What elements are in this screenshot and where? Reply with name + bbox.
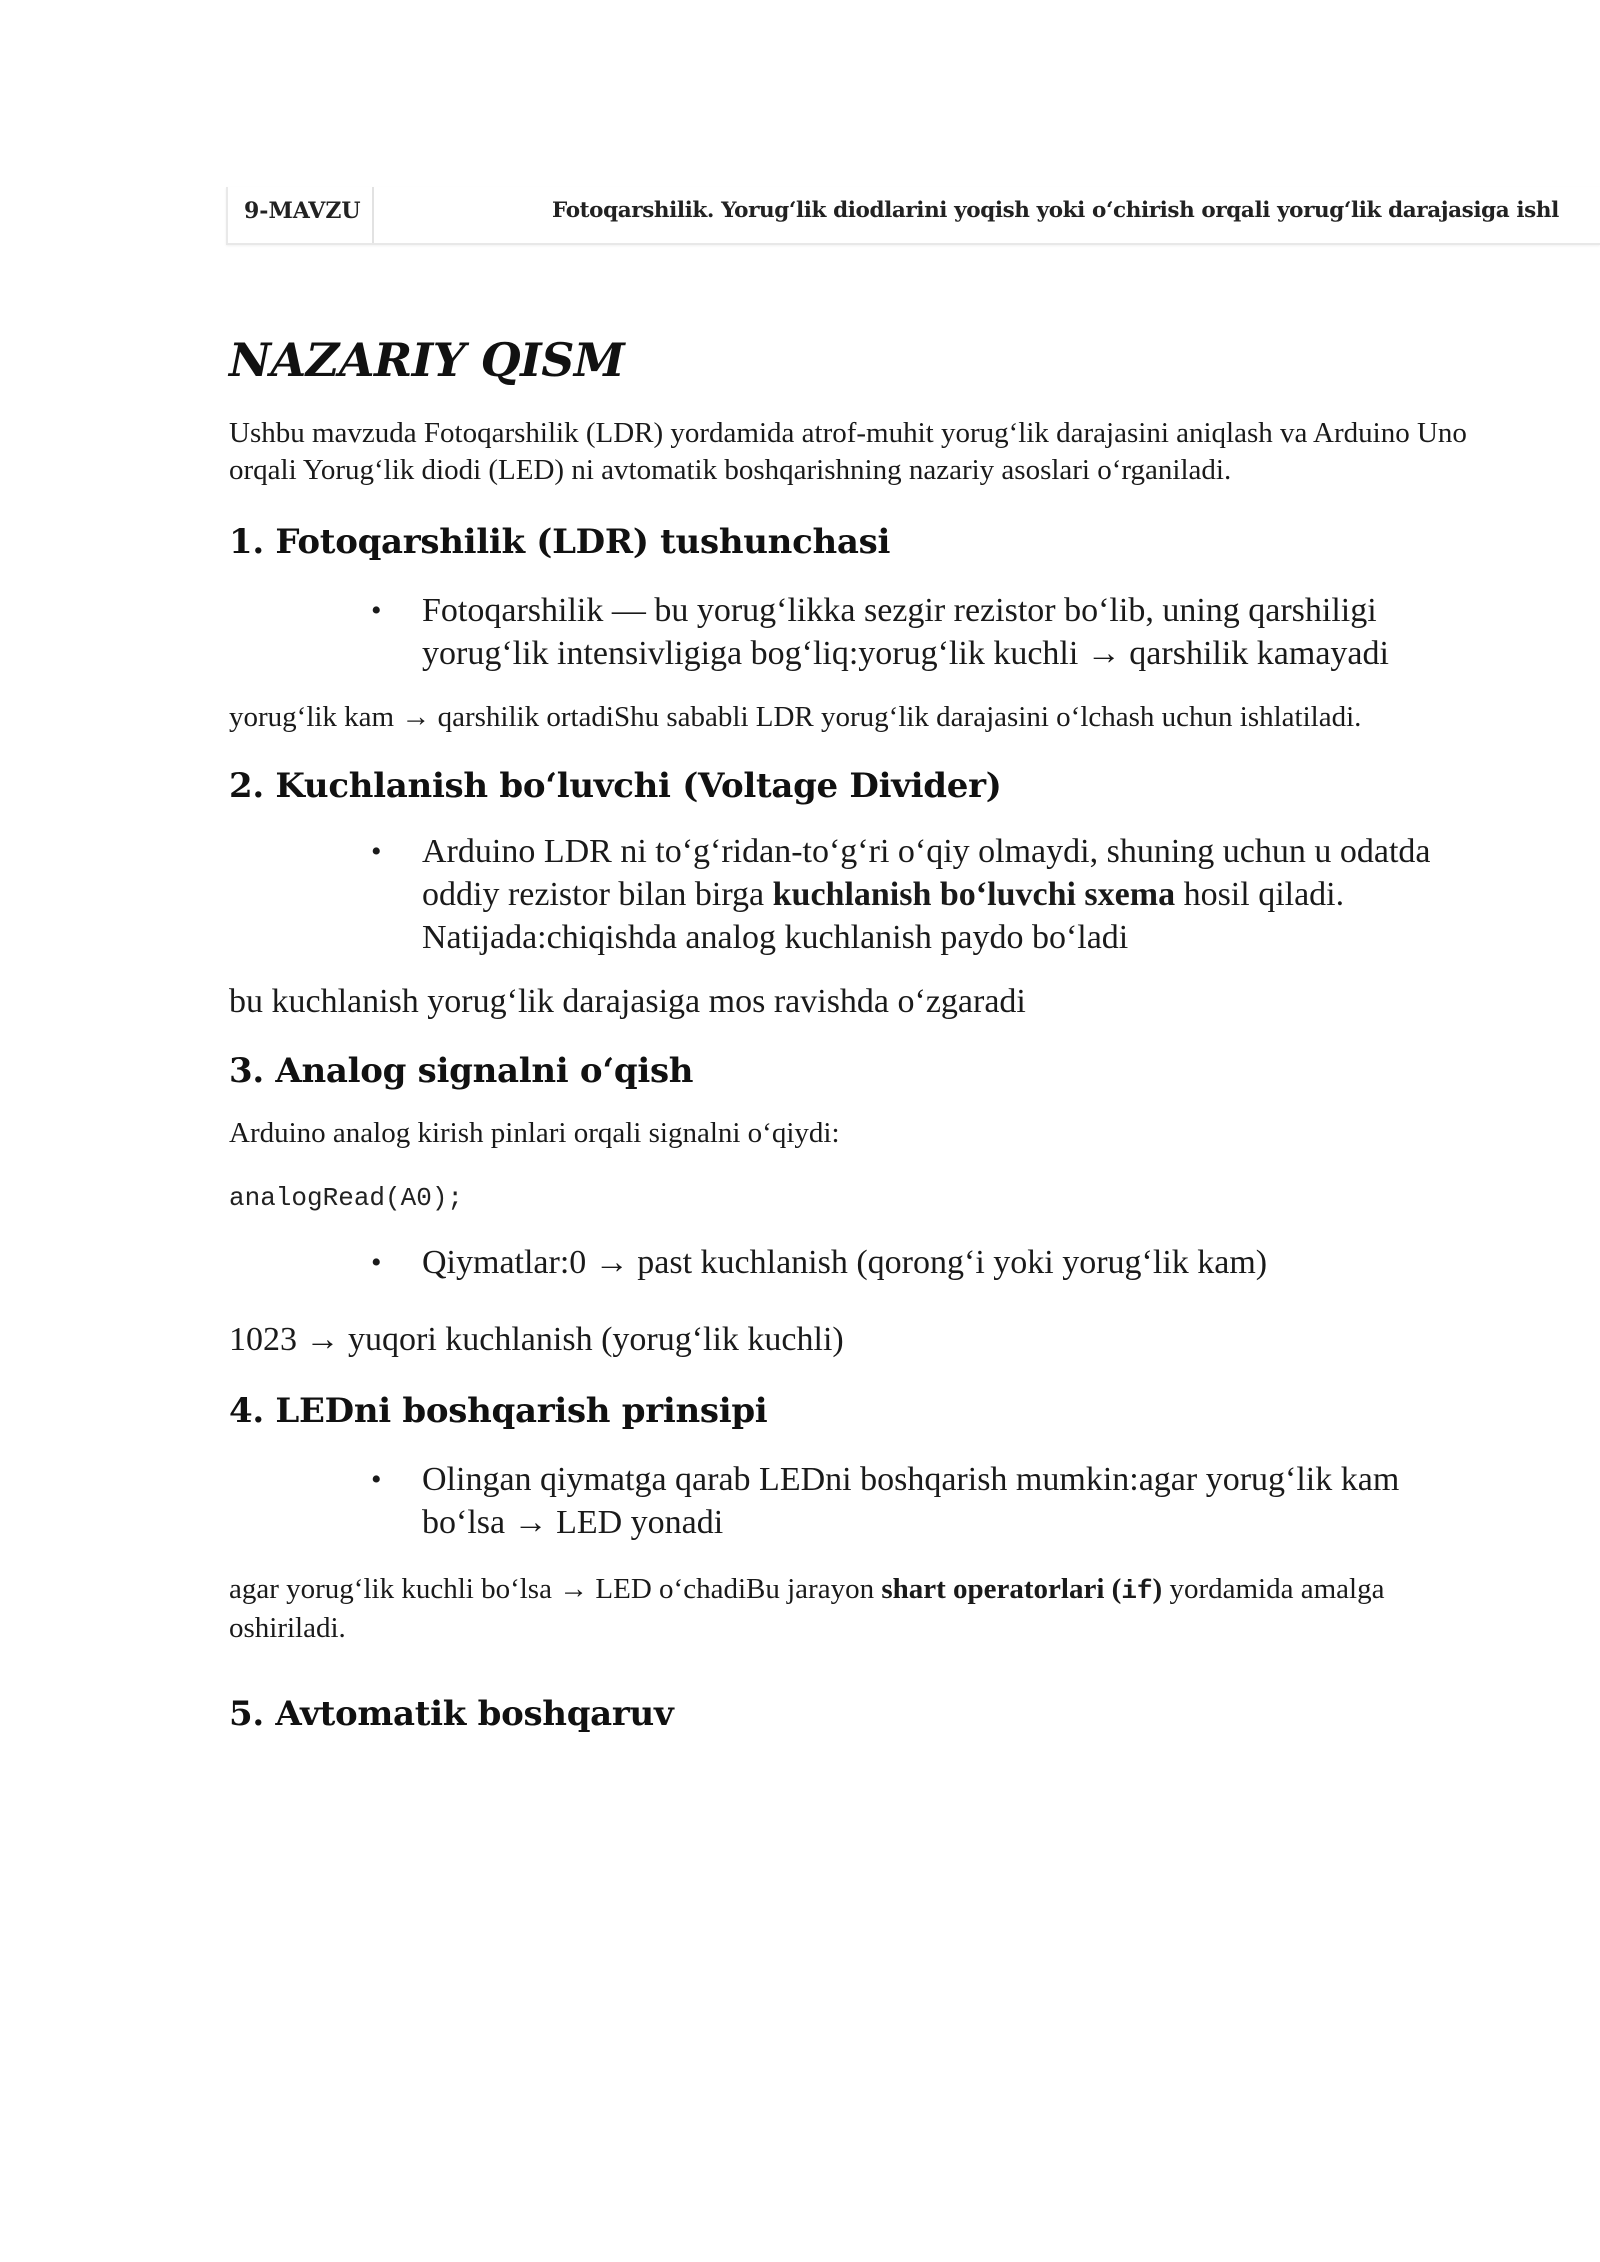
- list-item: [229, 830, 1489, 959]
- topic-title: Fotoqarshilik. Yorug‘lik diodlarini yoqish yoki o‘chirish orqali yorug‘lik darajasiga ishl: [552, 198, 1559, 223]
- paragraph: yorug‘lik kam → qarshilik ortadiShu sababli LDR yorug‘lik darajasini o‘lchash uchun ishlatiladi.: [229, 701, 1362, 733]
- bullet-icon: •: [371, 835, 382, 868]
- paragraph: 1023 → yuqori kuchlanish (yorug‘lik kuchli): [229, 1321, 844, 1358]
- list-item-text: Arduino LDR ni to‘g‘ridan-to‘g‘ri o‘qiy olmaydi, shuning uchun u odatda oddiy rezistor bilan birga: [422, 833, 1431, 913]
- section-heading-analog-signal: 3. Analog signalni o‘qish: [229, 1051, 694, 1091]
- section-heading-automatic-control: 5. Avtomatik boshqaruv: [229, 1694, 674, 1734]
- main-title: NAZARIY QISM: [229, 333, 625, 387]
- list-item: [229, 1241, 1489, 1284]
- bold-term: ): [1152, 1573, 1163, 1605]
- list-item: [229, 589, 1489, 675]
- section-heading-led-control: 4. LEDni boshqarish prinsipi: [229, 1391, 768, 1431]
- bullet-list: [229, 589, 1489, 675]
- bullet-icon: •: [371, 594, 382, 627]
- bullet-list: [229, 830, 1489, 959]
- list-item-text: hosil qiladi. Natijada:chiqishda analog kuchlanish paydo bo‘ladi: [422, 876, 1345, 956]
- bold-term: kuchlanish bo‘luvchi sxema: [772, 876, 1176, 913]
- paragraph: [229, 1571, 1489, 1647]
- bullet-list: [229, 1458, 1489, 1544]
- bullet-icon: •: [371, 1463, 382, 1496]
- bullet-list: [229, 1241, 1489, 1284]
- topic-number-label: 9-MAVZU: [226, 187, 374, 243]
- list-item-text: Qiymatlar:0 → past kuchlanish (qorong‘i yoki yorug‘lik kam): [422, 1244, 1268, 1281]
- paragraph: Arduino analog kirish pinlari orqali signalni o‘qiydi:: [229, 1117, 840, 1149]
- paragraph: bu kuchlanish yorug‘lik darajasiga mos ravishda o‘zgaradi: [229, 983, 1026, 1020]
- bold-term: shart operatorlari (: [881, 1573, 1122, 1605]
- list-item: [229, 1458, 1489, 1544]
- page-header: [226, 187, 1600, 245]
- paragraph-text: agar yorug‘lik kuchli bo‘lsa → LED o‘chadiBu jarayon: [229, 1573, 882, 1605]
- list-item-text: Olingan qiymatga qarab LEDni boshqarish mumkin:agar yorug‘lik kam bo‘lsa → LED yonadi: [422, 1461, 1400, 1541]
- section-heading-voltage-divider: 2. Kuchlanish bo‘luvchi (Voltage Divider): [229, 766, 1002, 806]
- code-line: analogRead(A0);: [229, 1183, 464, 1213]
- paragraph-text: yordamida amalga oshiriladi.: [229, 1573, 1385, 1644]
- list-item-text: Fotoqarshilik — bu yorug‘likka sezgir rezistor bo‘lib, uning qarshiligi yorug‘lik intensivligiga bog‘liq:yorug‘lik kuchli → qarshilik kamayadi: [422, 592, 1389, 672]
- inline-code: if: [1121, 1576, 1153, 1606]
- document-content: [229, 325, 1489, 1739]
- section-heading-ldr: 1. Fotoqarshilik (LDR) tushunchasi: [229, 522, 891, 562]
- bullet-icon: •: [371, 1246, 382, 1279]
- intro-paragraph: Ushbu mavzuda Fotoqarshilik (LDR) yordamida atrof-muhit yorug‘lik darajasini aniqlash va Arduino Uno orqali Yorug‘lik diodi (LED) ni avtomatik boshqarishning nazariy asoslari o‘rganiladi.: [229, 417, 1467, 486]
